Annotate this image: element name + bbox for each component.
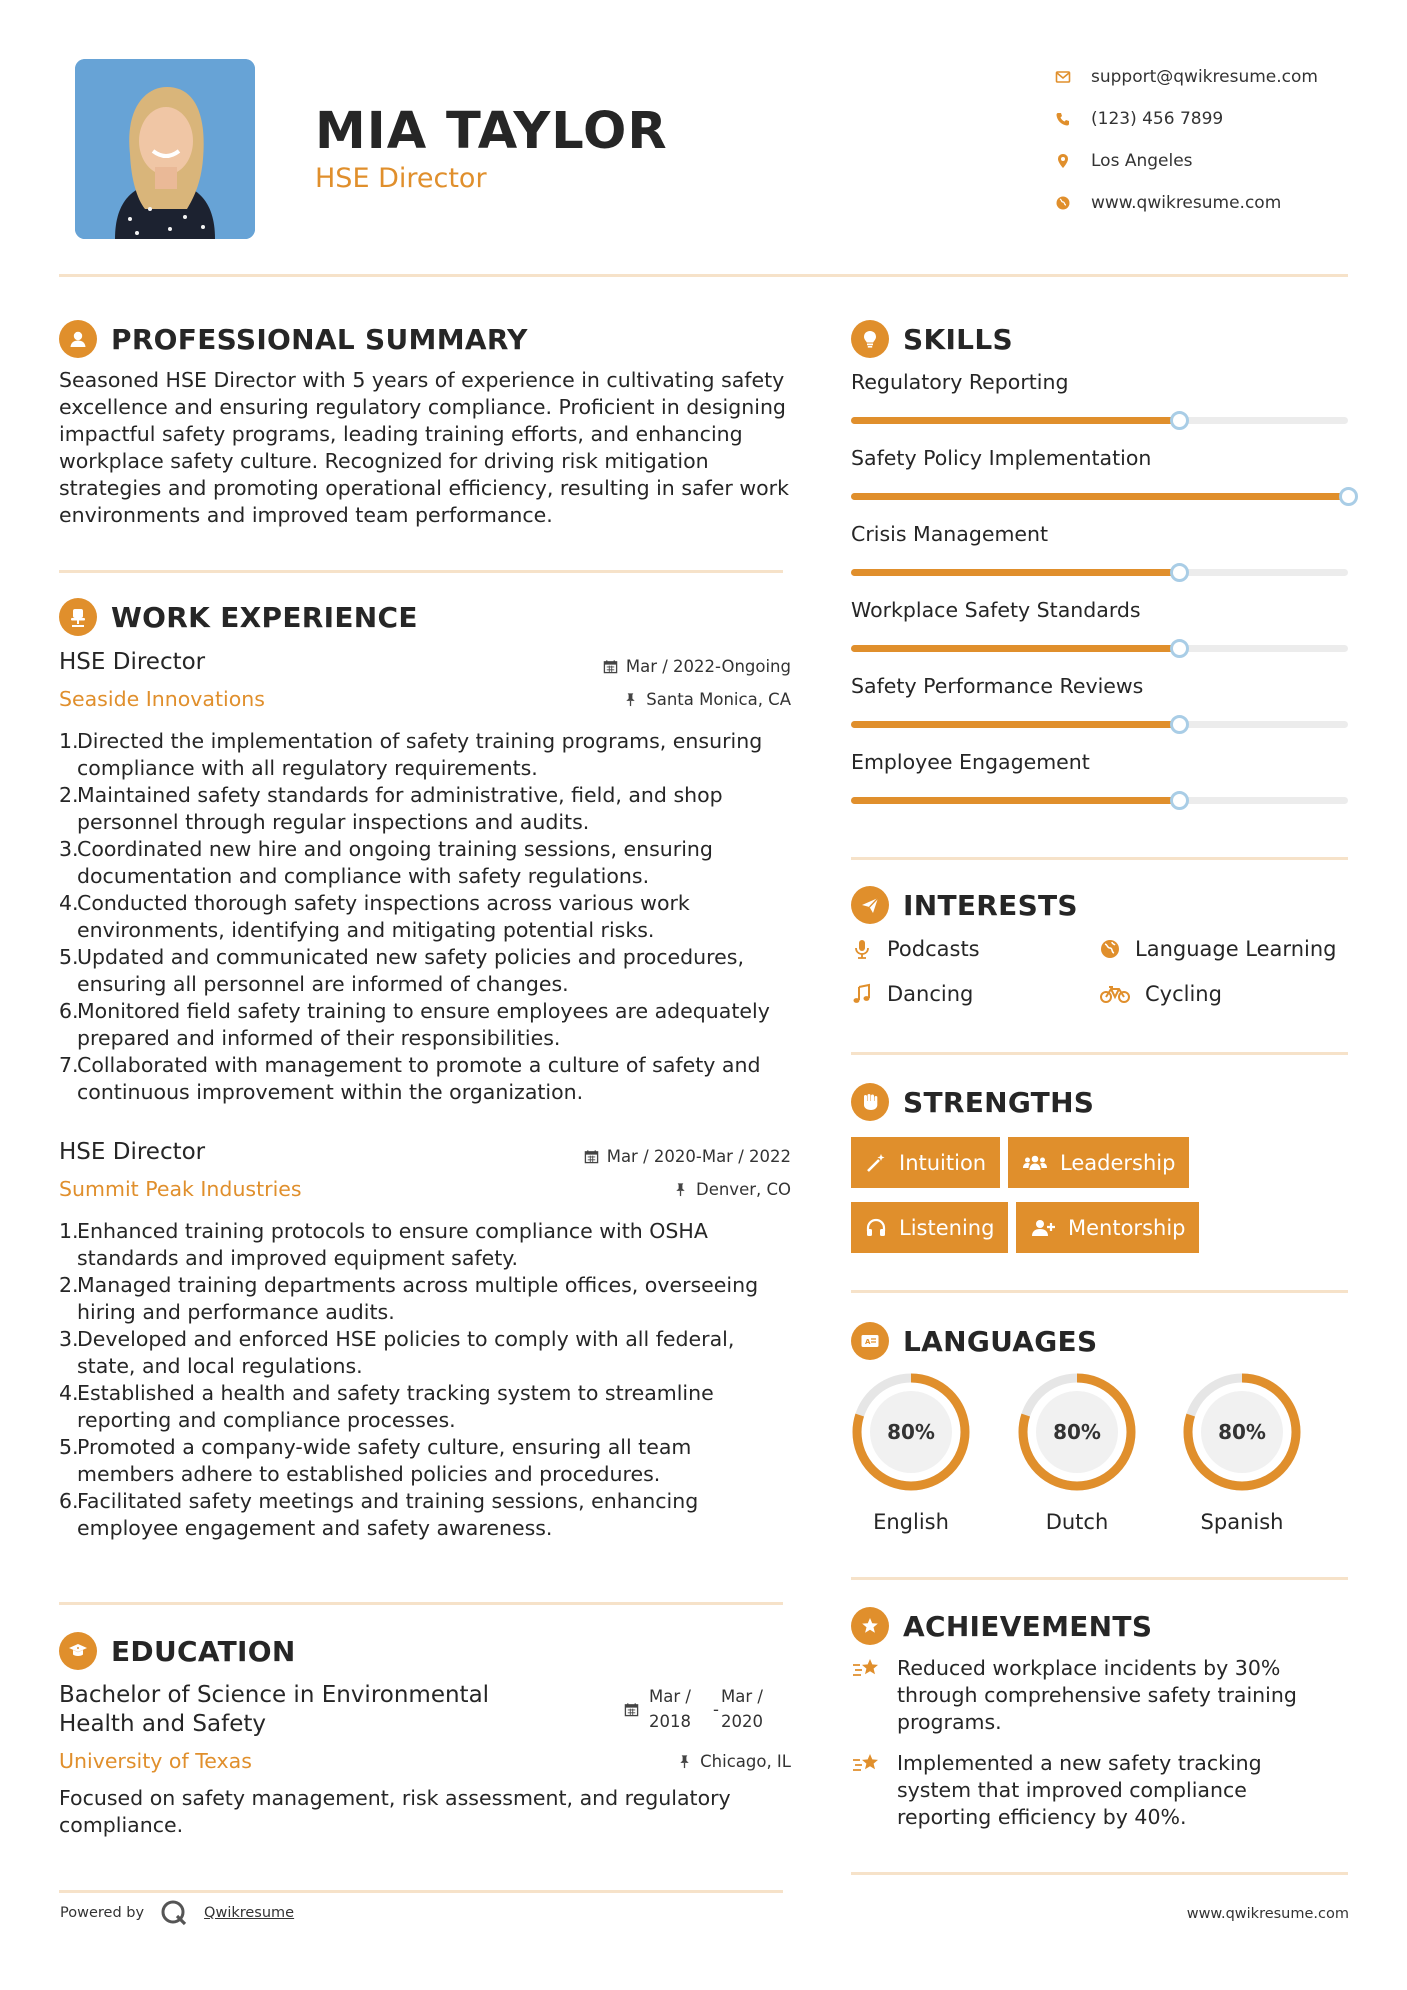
strength-label: Intuition	[899, 1150, 987, 1175]
skill-bar-knob	[1170, 791, 1189, 810]
job-1-dates-text: Mar / 2022-Ongoing	[625, 657, 791, 676]
education-end	[721, 1684, 763, 1734]
skill-bar-knob	[1170, 563, 1189, 582]
magic-wand-icon	[865, 1152, 887, 1174]
summary-section-header	[59, 320, 528, 358]
star-badge-icon	[851, 1607, 889, 1645]
language-item	[1180, 1370, 1304, 1534]
degree-line-2: Health and Safety	[59, 1711, 266, 1737]
duty-item: Collaborated with management to promote a culture of safety and continuous improvement within the organization.	[77, 1053, 761, 1104]
skill-bar-track	[851, 493, 1348, 500]
candidate-title: HSE Director	[315, 163, 487, 194]
interest-cycling	[1099, 982, 1222, 1006]
strengths-section-header	[851, 1083, 1094, 1121]
strength-label: Listening	[899, 1215, 995, 1240]
summary-divider	[59, 570, 783, 573]
bicycle-icon	[1099, 983, 1131, 1005]
education-description: Focused on safety management, risk assessment, and regulatory compliance.	[59, 1786, 731, 1837]
language-name: English	[873, 1510, 949, 1534]
achievements-divider	[851, 1872, 1348, 1875]
languages-section-header	[851, 1322, 1097, 1360]
language-ring	[849, 1370, 973, 1494]
language-item	[1015, 1370, 1139, 1534]
fist-icon	[851, 1083, 889, 1121]
strength-chip-leadership	[1008, 1137, 1189, 1188]
phone-icon	[1053, 109, 1073, 129]
degree-line-1: Bachelor of Science in Environmental	[59, 1682, 490, 1708]
education-divider	[59, 1890, 783, 1893]
languages-heading: LANGUAGES	[903, 1324, 1098, 1358]
language-item	[849, 1370, 973, 1534]
interest-label: Podcasts	[887, 937, 980, 961]
footer-powered-by	[60, 1897, 294, 1929]
skill-bar-track	[851, 569, 1348, 576]
interests-heading: INTERESTS	[903, 888, 1078, 922]
skill-bar-fill	[851, 721, 1179, 728]
education-heading: EDUCATION	[111, 1634, 296, 1668]
contact-phone[interactable]	[1053, 98, 1383, 140]
pushpin-icon	[623, 692, 638, 707]
contact-website[interactable]	[1053, 182, 1383, 224]
contact-list	[1053, 56, 1383, 224]
education-end-year: 2020	[720, 1712, 763, 1731]
education-section-header	[59, 1632, 296, 1670]
skill-bar-fill	[851, 797, 1179, 804]
contact-email-text: support@qwikresume.com	[1091, 67, 1318, 87]
envelope-icon	[1053, 67, 1073, 87]
interest-label: Cycling	[1145, 982, 1222, 1006]
header-divider	[59, 274, 1348, 277]
work-divider	[59, 1602, 783, 1605]
id-card-icon	[851, 1322, 889, 1360]
job-2-dates	[584, 1147, 791, 1166]
education-start	[649, 1684, 691, 1734]
contact-phone-text: (123) 456 7899	[1091, 109, 1224, 129]
footer-website[interactable]: www.qwikresume.com	[1186, 1906, 1349, 1922]
interest-label: Dancing	[887, 982, 974, 1006]
education-location-text: Chicago, IL	[700, 1752, 791, 1771]
language-percent: 80%	[1053, 1420, 1101, 1444]
user-plus-icon	[1030, 1217, 1056, 1239]
languages-divider	[851, 1577, 1348, 1580]
duty-item: Directed the implementation of safety training programs, ensuring compliance with all regulatory requirements.	[77, 729, 763, 780]
achievements-section-header	[851, 1607, 1152, 1645]
education-degree	[59, 1681, 489, 1739]
interests-section-header	[851, 886, 1078, 924]
job-2-duties	[59, 1218, 794, 1542]
skill-bar-fill	[851, 569, 1179, 576]
interest-label: Language Learning	[1135, 937, 1337, 961]
skills-section-header	[851, 320, 1013, 358]
skills-heading: SKILLS	[903, 322, 1013, 356]
contact-location	[1053, 140, 1383, 182]
microphone-icon	[851, 938, 873, 960]
language-name: Spanish	[1200, 1510, 1284, 1534]
skill-label: Regulatory Reporting	[851, 370, 1069, 394]
calendar-icon	[624, 1702, 639, 1717]
users-icon	[1022, 1152, 1048, 1174]
education-date-dash: -	[713, 1699, 719, 1719]
strength-label: Leadership	[1060, 1150, 1176, 1175]
skill-label: Safety Performance Reviews	[851, 674, 1144, 698]
skill-bar-knob	[1170, 411, 1189, 430]
duty-item: Maintained safety standards for administrative, field, and shop personnel through regular inspections and audits.	[77, 783, 723, 834]
skill-bar-fill	[851, 493, 1348, 500]
achievement-item	[851, 1655, 1331, 1736]
education-location	[677, 1752, 791, 1771]
education-school: University of Texas	[59, 1749, 252, 1773]
powered-by-label: Powered by	[60, 1905, 145, 1921]
job-2-dates-text: Mar / 2020-Mar / 2022	[606, 1147, 791, 1166]
skill-label: Crisis Management	[851, 522, 1049, 546]
job-1-role: HSE Director	[59, 649, 206, 675]
skill-bar-track	[851, 797, 1348, 804]
strengths-divider	[851, 1290, 1348, 1293]
interests-divider	[851, 1052, 1348, 1055]
strength-chip-listening	[851, 1202, 1008, 1253]
skill-bar-knob	[1170, 639, 1189, 658]
language-name: Dutch	[1045, 1510, 1109, 1534]
music-note-icon	[851, 983, 873, 1005]
job-1-duties	[59, 728, 794, 1106]
job-1-company: Seaside Innovations	[59, 687, 265, 711]
svg-text:A: A	[865, 1338, 871, 1346]
education-start-year: 2018	[649, 1712, 691, 1731]
job-2-location	[673, 1180, 791, 1199]
education-dates	[624, 1684, 763, 1734]
skills-divider	[851, 857, 1348, 860]
contact-location-text: Los Angeles	[1091, 151, 1193, 171]
job-2-company: Summit Peak Industries	[59, 1177, 302, 1201]
skill-bar-fill	[851, 645, 1179, 652]
interest-podcasts	[851, 937, 980, 961]
paper-plane-icon	[851, 886, 889, 924]
achievement-item	[851, 1750, 1331, 1831]
duty-item: Established a health and safety tracking system to streamline reporting and compliance processes.	[77, 1381, 714, 1432]
work-heading: WORK EXPERIENCE	[111, 600, 418, 634]
graduation-icon	[59, 1632, 97, 1670]
duty-item: Conducted thorough safety inspections across various work environments, identifying and mitigating potential risks.	[77, 891, 690, 942]
skill-bar-knob	[1339, 487, 1358, 506]
shooting-star-icon	[851, 1750, 883, 1780]
globe-icon	[1053, 193, 1073, 213]
contact-website-text: www.qwikresume.com	[1091, 193, 1282, 213]
pushpin-icon	[673, 1182, 688, 1197]
interest-dancing	[851, 982, 973, 1006]
profile-photo	[75, 59, 255, 239]
strength-label: Mentorship	[1068, 1215, 1186, 1240]
strength-chip-mentorship	[1016, 1202, 1199, 1253]
qwikresume-logo-icon	[158, 1897, 190, 1929]
duty-item: Updated and communicated new safety policies and procedures, ensuring all personnel are informed of changes.	[77, 945, 744, 996]
calendar-icon	[603, 659, 618, 674]
headphones-icon	[865, 1217, 887, 1239]
candidate-name: MIA TAYLOR	[315, 102, 668, 161]
interest-language-learning	[1099, 937, 1336, 961]
work-section-header	[59, 598, 418, 636]
pushpin-icon	[677, 1754, 692, 1769]
job-2-location-text: Denver, CO	[695, 1180, 791, 1199]
skill-bar-track	[851, 645, 1348, 652]
job-1-location	[623, 690, 791, 709]
office-chair-icon	[59, 598, 97, 636]
skill-label: Safety Policy Implementation	[851, 446, 1152, 470]
globe-icon	[1099, 938, 1121, 960]
skill-label: Employee Engagement	[851, 750, 1090, 774]
duty-item: Developed and enforced HSE policies to comply with all federal, state, and local regulations.	[77, 1327, 735, 1378]
achievement-text: Implemented a new safety tracking system that improved compliance reporting efficiency by 40%.	[897, 1751, 1262, 1829]
language-ring	[1015, 1370, 1139, 1494]
strengths-heading: STRENGTHS	[903, 1085, 1095, 1119]
lightbulb-icon	[851, 320, 889, 358]
skill-bar-track	[851, 721, 1348, 728]
map-pin-icon	[1053, 151, 1073, 171]
duty-item: Monitored field safety training to ensure employees are adequately prepared and informed of their responsibilities.	[77, 999, 770, 1050]
skill-bar-knob	[1170, 715, 1189, 734]
user-icon	[59, 320, 97, 358]
duty-item: Facilitated safety meetings and training sessions, enhancing employee engagement and safety awareness.	[77, 1489, 699, 1540]
skill-bar-fill	[851, 417, 1179, 424]
strength-chip-intuition	[851, 1137, 1000, 1188]
achievement-text: Reduced workplace incidents by 30% through comprehensive safety training programs.	[897, 1656, 1297, 1734]
duty-item: Promoted a company-wide safety culture, ensuring all team members adhere to established policies and procedures.	[77, 1435, 692, 1486]
education-start-month: Mar /	[649, 1687, 691, 1706]
calendar-icon	[584, 1149, 599, 1164]
achievements-heading: ACHIEVEMENTS	[903, 1609, 1153, 1643]
duty-item: Enhanced training protocols to ensure compliance with OSHA standards and improved equipment safety.	[77, 1219, 708, 1270]
job-1-location-text: Santa Monica, CA	[646, 690, 791, 709]
language-percent: 80%	[1218, 1420, 1266, 1444]
job-2-role: HSE Director	[59, 1139, 206, 1165]
skill-bar-track	[851, 417, 1348, 424]
contact-email[interactable]	[1053, 56, 1383, 98]
job-1-dates	[603, 657, 791, 676]
summary-heading: PROFESSIONAL SUMMARY	[111, 322, 528, 356]
skill-label: Workplace Safety Standards	[851, 598, 1141, 622]
qwikresume-link[interactable]: Qwikresume	[204, 1905, 295, 1921]
education-end-month: Mar /	[720, 1687, 763, 1706]
summary-text: Seasoned HSE Director with 5 years of experience in cultivating safety excellence and ensuring regulatory compliance. Proficient in designing impactful safety programs, leading training efforts, and enhancing workplace safety culture. Recognized for driving risk mitigation strategies and promoting operational efficiency, resulting in safer work environments and improved team performance.	[59, 368, 789, 527]
language-ring	[1180, 1370, 1304, 1494]
shooting-star-icon	[851, 1655, 883, 1685]
language-percent: 80%	[887, 1420, 935, 1444]
duty-item: Managed training departments across multiple offices, overseeing hiring and performance audits.	[77, 1273, 759, 1324]
duty-item: Coordinated new hire and ongoing training sessions, ensuring documentation and compliance with safety regulations.	[77, 837, 713, 888]
